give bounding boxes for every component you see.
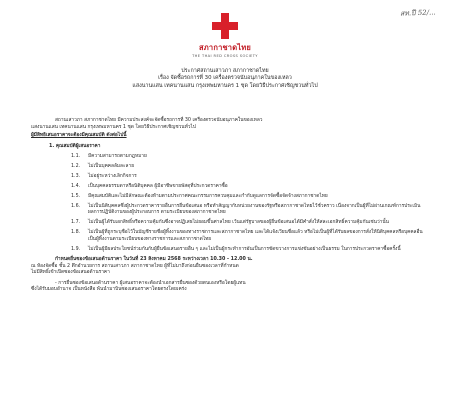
list-item: 1.1. มีความสามารถตามกฎหมาย [71, 153, 147, 159]
list-item: 1.4. เป็นบุคคลธรรมดาหรือนิติบุคคล ผู้มีอาชีพขายพัสดุที่ประกวดราคาซื้อ [71, 183, 228, 189]
list-item: 1.9. ไม่เป็นผู้มีผลประโยชน์ร่วมกันกับผู้ยื่นข้อเสนอรายอื่น ๆ และไม่เป็นผู้กระทำการอันเป็นการขัดขวางการแข่งขันอย่างเป็นธรรม ในการประกวดราคาซื้อครั้งนี้ [71, 246, 401, 252]
submission-notes [31, 281, 423, 294]
red-cross-icon [212, 13, 238, 39]
list-item: 1.2. ไม่เป็นบุคคลล้มละลาย [71, 163, 135, 169]
bidder-heading: ผู้มีสิทธิเสนอราคาจะต้องมีคุณสมบัติ ดังต่อไปนี้ [31, 133, 127, 138]
handwritten-note: สท.ปี 52/... [400, 8, 437, 18]
submission-schedule [31, 257, 423, 277]
announcement-heading [0, 68, 450, 90]
list-item: 1.3. ไม่อยู่ระหว่างเลิกกิจการ [71, 173, 137, 179]
list-item: 1.6. ไม่เป็นนิติบุคคลซึ่งผู้ประกวดราคารายอื่นการยื่นข้อเสนอ หรือทำสัญญากับหน่วยงานของรัฐหรือสภากาชาดไทยไว้ชั่วคราว เนื่องจากเป็นผู้ที่ไม่ผ่านเกณฑ์การประเมินผลการปฏิบัติงานของผู้ประกอบการ ตามระเบียบของสภากาชาดไทย [71, 203, 421, 215]
heading-line-3: แสงนานแสน เทคนานแสน กรุงเทพมหานคร 1 ชุด โดยวิธีประกาศเชิญชวนทั่วไป [132, 82, 318, 89]
list-item: 1.7. ไม่เป็นผู้ได้รับเอกสิทธิ์หรือความคุ้มกันซึ่งอาจปฏิเสธไม่ยอมขึ้นศาลไทย เว้นแต่รัฐบาลของผู้ยื่นข้อเสนอได้มีคำสั่งให้สละเอกสิทธิ์ความคุ้มกันเช่นว่านั้น [71, 220, 389, 225]
announcement-body [31, 118, 423, 294]
schedule-line-1: กำหนดยื่นซองข้อเสนอด้านราคา ในวันที่ 23 สิงหาคม 2568 ระหว่างเวลา 10.30 - 12.00 น. [55, 257, 253, 262]
heading-line-1: ประกาศสถานเสาวภา สภากาชาดไทย [181, 68, 269, 74]
intro-line-1: สถานเสาวภา สภากาชาดไทย มีความประสงค์จะจัดซื้อรถการที่ 30 เครื่องตรวจนับอนุภาคในของเหลว [55, 118, 263, 123]
heading-line-2: เรื่อง จัดซื้อรถการที่ 30 เครื่องตรวจนับอนุภาคในของเหลว [158, 75, 292, 82]
section-1-title: 1. คุณสมบัติผู้เสนอราคา [49, 143, 101, 149]
notes-line-2: ซึ่งได้รับมอบอำนาจ เป็นหนังสือ พ้นนำมาบินซองเสนอราคาโดยตรงโดยเคร่ง [31, 287, 187, 292]
red-cross-logo [165, 13, 285, 58]
org-name-thai: สภากาชาดไทย [199, 43, 251, 52]
notes-line-1: - การยื่นซองข้อเสนอด้านราคา ผู้เสนอราคาจะต้องนำเอกสารยื่นซองด้วยตนเองหรือโดยผู้แทน [55, 280, 246, 286]
list-item: 1.8. ไม่เป็นผู้ที่ถูกระบุชื่อไว้ในบัญชีรายชื่อผู้ทิ้งงานของทางราชการและสภากาชาดไทย และได้แจ้งเวียนชื่อแล้ว หรือไม่เป็นผู้ที่ได้รับผลของการสั่งให้นิติบุคคลหรือบุคคลอื่นเป็นผู้ทิ้งงานตามระเบียบของทางราชการและสภากาชาดไทย [71, 230, 423, 242]
list-item: 1.5. มีคุณสมบัติและไม่มีลักษณะต้องห้ามตามประกาศคณะกรรมการควบคุมและกำกับดูแลการจัดซื้อจัดจ้างสภากาชาดไทย [71, 193, 328, 199]
org-name-english: THE THAI RED CROSS SOCIETY [192, 54, 258, 58]
schedule-line-3: ไม่มีสิทธิ์เข้าเปิดซองข้อเสนอด้านราคา [31, 270, 110, 275]
schedule-line-2: ณ ห้องจัดซื้อ ชั้น 2 ตึกอำนวยการ สถานเสาวภา สภากาชาดไทย ผู้ที่ไม่มาถึงก่อนยื่นซองเวลาที่กำหนด [31, 263, 239, 269]
intro-line-2: แสงนานแสน เทคนานแสน กรุงเทพมหานคร 1 ชุด โดยวิธีประกาศเชิญชวนทั่วไป [31, 124, 196, 130]
